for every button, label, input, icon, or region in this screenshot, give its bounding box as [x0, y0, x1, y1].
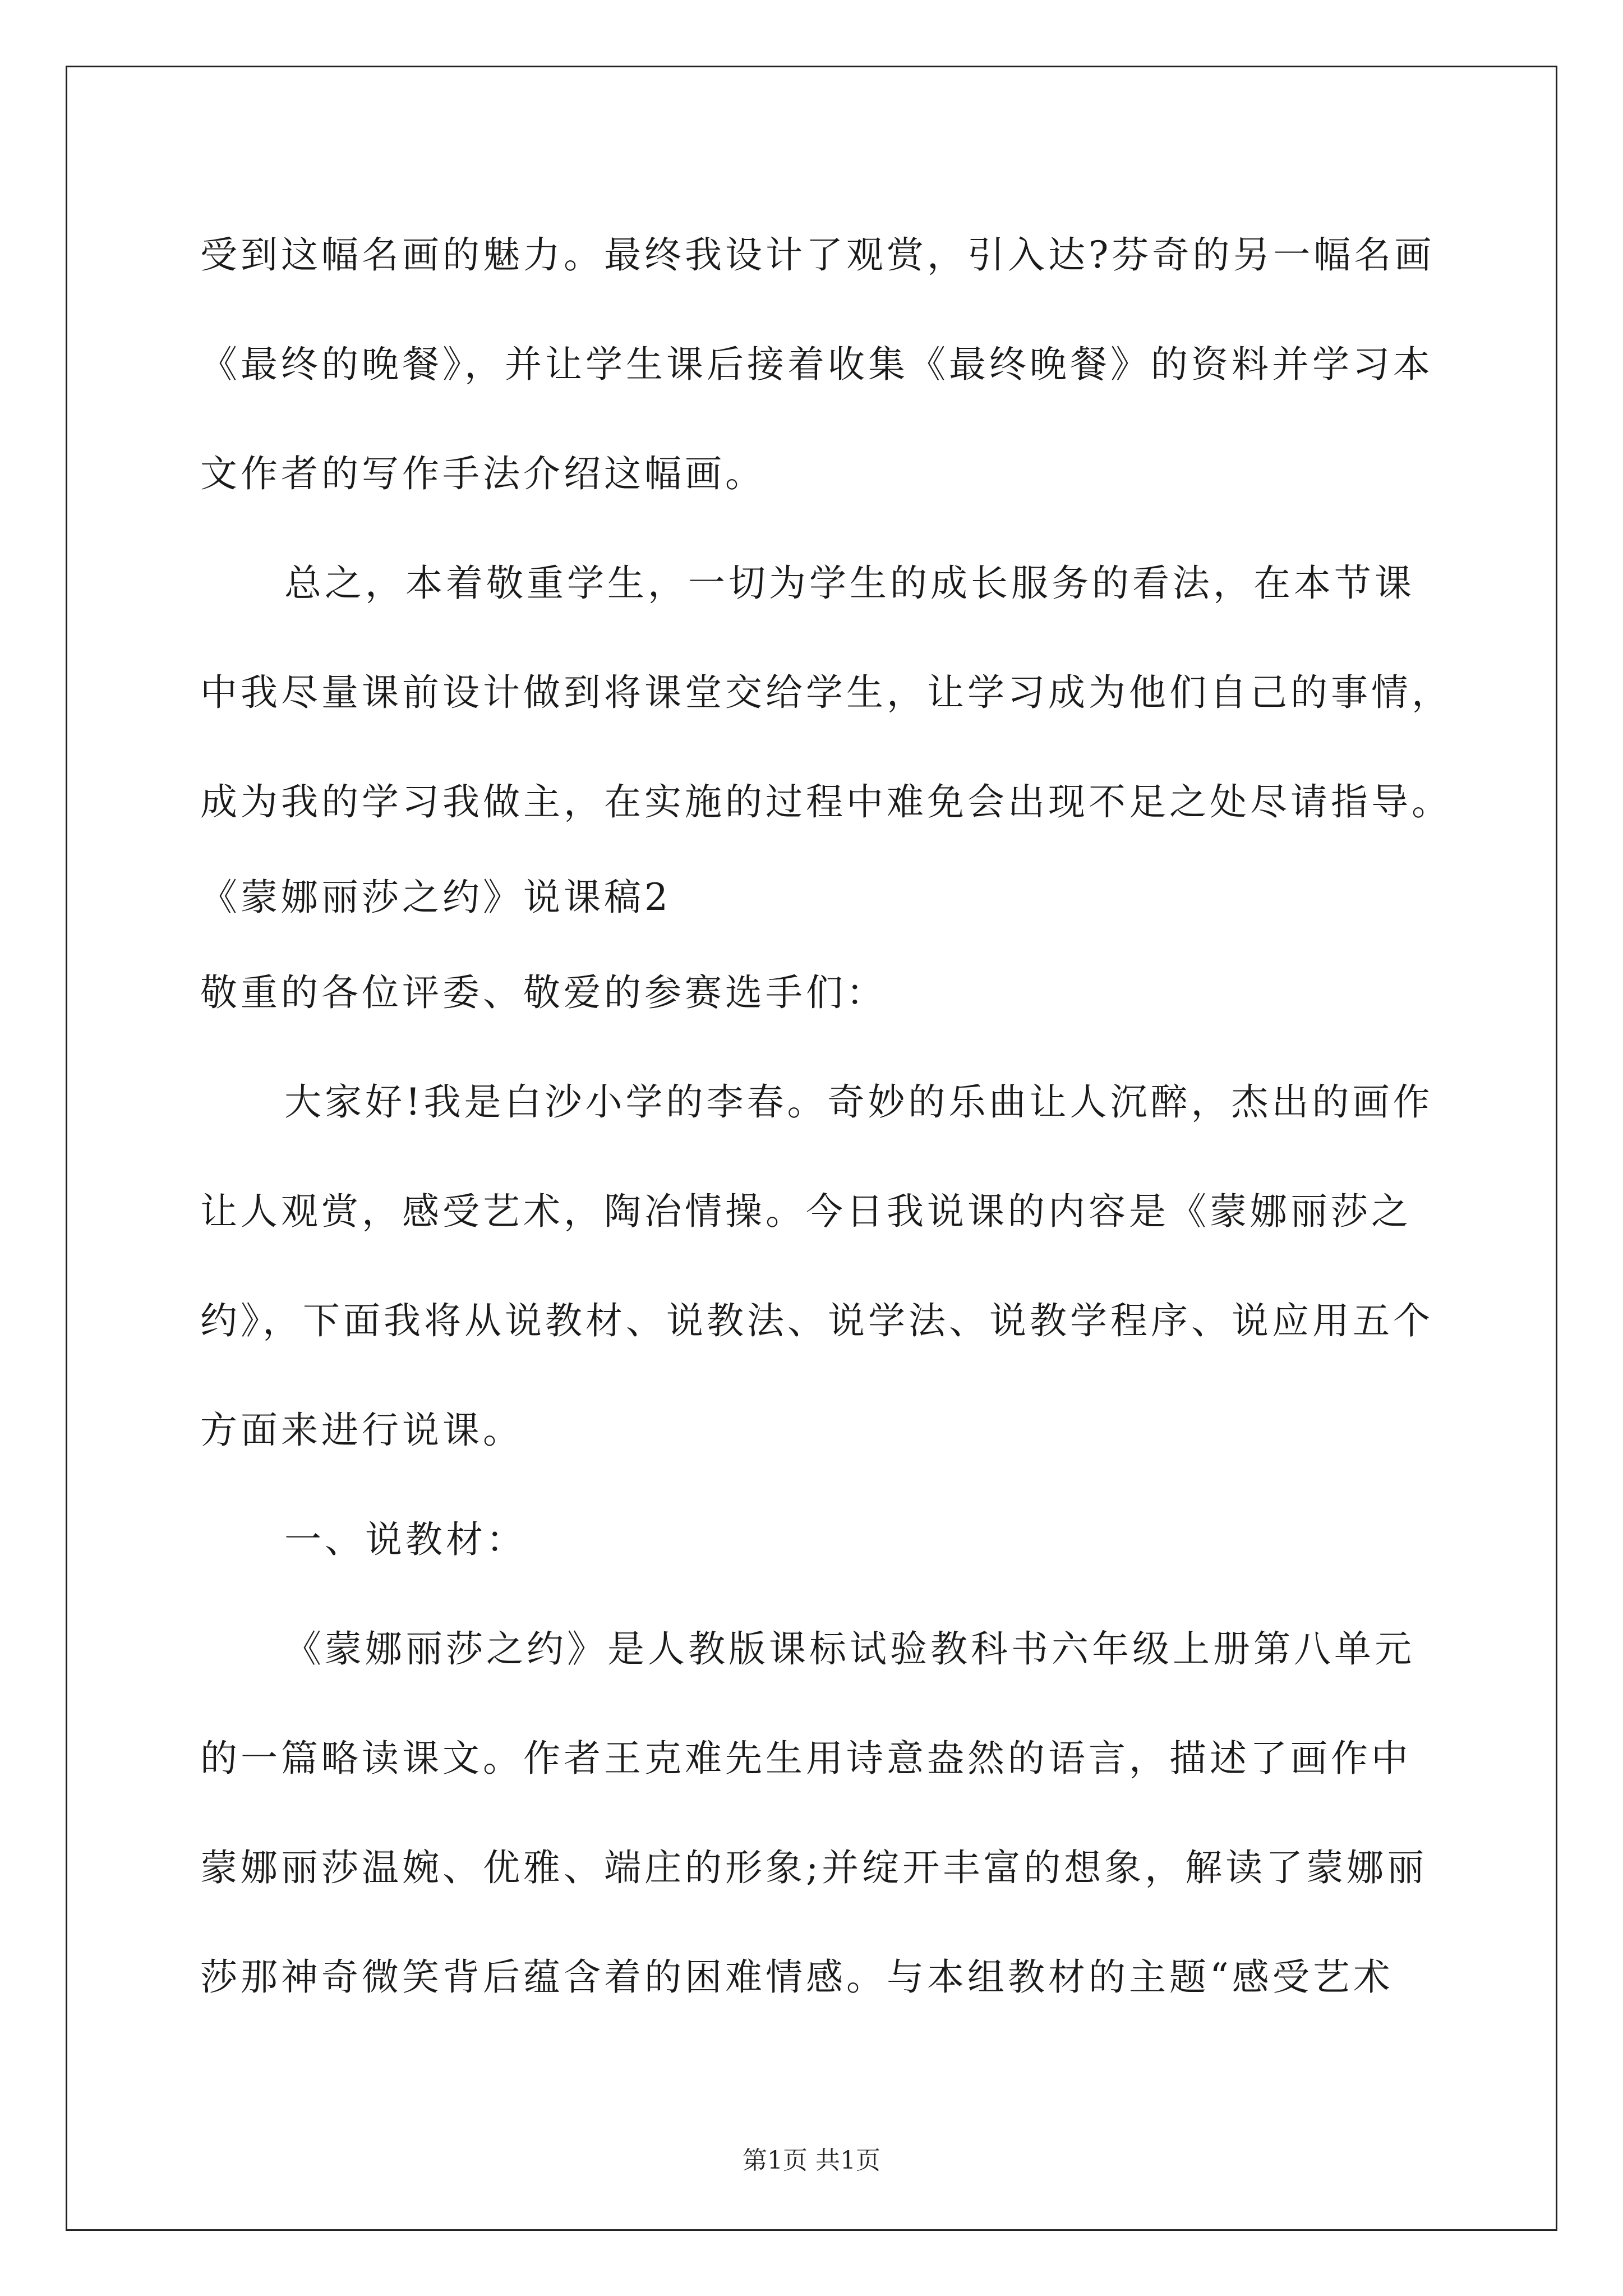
- paragraph-line: 文作者的写作手法介绍这幅画。: [200, 452, 766, 495]
- paragraph-line: 的一篇略读课文。作者王克难先生用诗意盎然的语言，描述了画作中: [200, 1737, 1412, 1780]
- paragraph-line: 蒙娜丽莎温婉、优雅、端庄的形象;并绽开丰富的想象，解读了蒙娜丽: [200, 1846, 1428, 1889]
- paragraph-line: 受到这幅名画的魅力。最终我设计了观赏，引入达?芬奇的另一幅名画: [200, 233, 1435, 277]
- page-number: 第1页 共1页: [743, 2146, 880, 2175]
- salutation: 敬重的各位评委、敬爱的参赛选手们：: [200, 971, 887, 1014]
- paragraph-line: 总之，本着敬重学生，一切为学生的成长服务的看法，在本节课: [284, 562, 1415, 605]
- paragraph-line: 成为我的学习我做主，在实施的过程中难免会出现不足之处尽请指导。: [200, 780, 1452, 823]
- document-body: [200, 222, 1452, 2053]
- paragraph-line: 方面来进行说课。: [200, 1409, 523, 1452]
- page-footer: [0, 2140, 1623, 2176]
- section-heading: 《蒙娜丽莎之约》说课稿2: [200, 876, 671, 919]
- paragraph-line: 约》，下面我将从说教材、说教法、说学法、说教学程序、说应用五个: [200, 1299, 1433, 1342]
- paragraph-line: 中我尽量课前设计做到将课堂交给学生，让学习成为他们自己的事情，: [200, 671, 1452, 714]
- paragraph-line: 《最终的晚餐》，并让学生课后接着收集《最终晚餐》的资料并学习本: [200, 343, 1433, 386]
- subsection-heading: 一、说教材：: [284, 1518, 527, 1561]
- paragraph-line: 让人观赏，感受艺术，陶冶情操。今日我说课的内容是《蒙娜丽莎之: [200, 1190, 1412, 1233]
- paragraph-line: 大家好!我是白沙小学的李春。奇妙的乐曲让人沉醉，杰出的画作: [284, 1080, 1433, 1124]
- paragraph-line: 《蒙娜丽莎之约》是人教版课标试验教科书六年级上册第八单元: [284, 1627, 1415, 1671]
- paragraph-line: 莎那神奇微笑背后蕴含着的困难情感。与本组教材的主题“感受艺术: [200, 1955, 1394, 1999]
